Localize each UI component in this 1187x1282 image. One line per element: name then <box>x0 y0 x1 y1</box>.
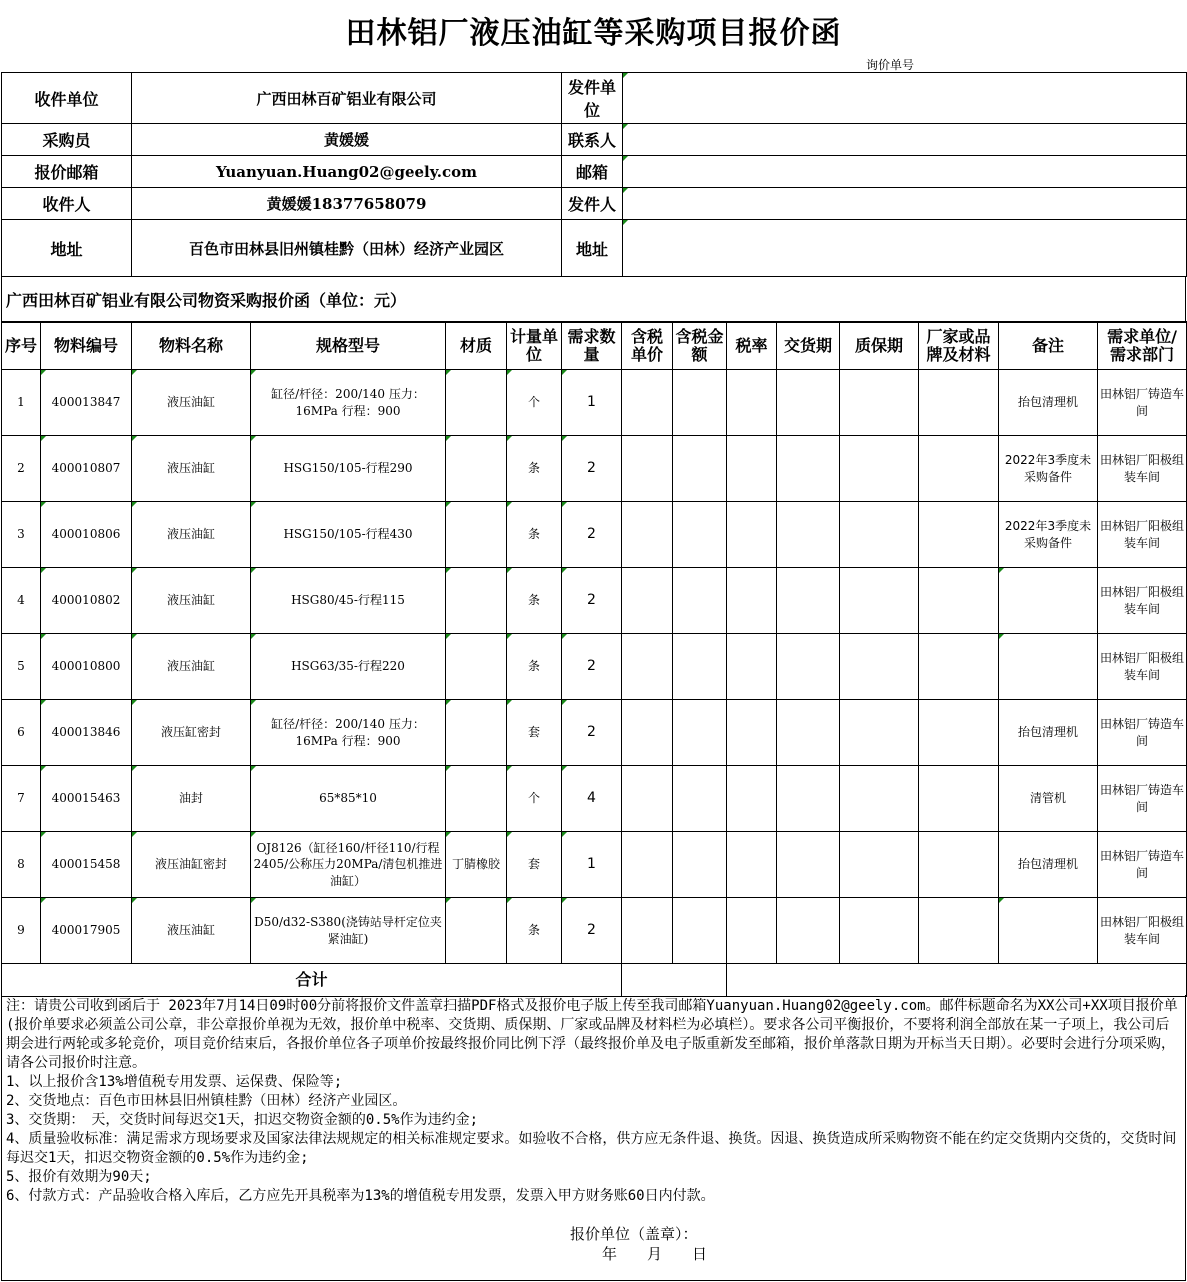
subtitle-table <box>1 276 1186 323</box>
cell-amount[interactable] <box>673 832 727 898</box>
cell-unit: 个 <box>507 370 562 436</box>
cell-brand[interactable] <box>919 634 999 700</box>
cell-unit: 条 <box>507 568 562 634</box>
cell-delivery[interactable] <box>777 766 840 832</box>
header-unit: 计量单位 <box>507 322 562 370</box>
cell-material-code: 400013846 <box>41 700 132 766</box>
cell-warranty[interactable] <box>840 898 919 964</box>
note-item: 5、报价有效期为90天; <box>6 1169 152 1185</box>
contact-label: 联系人 <box>562 124 623 156</box>
cell-material[interactable] <box>446 700 507 766</box>
cell-amount[interactable] <box>673 436 727 502</box>
cell-material[interactable] <box>446 634 507 700</box>
cell-tax-rate[interactable] <box>727 370 777 436</box>
cell-dept: 田林铝厂阳极组装车间 <box>1098 568 1187 634</box>
cell-remark: 抬包清理机 <box>999 832 1098 898</box>
cell-warranty[interactable] <box>840 370 919 436</box>
signature-block <box>570 1224 707 1264</box>
cell-unit-price[interactable] <box>622 436 673 502</box>
header-tax-rate: 税率 <box>727 322 777 370</box>
cell-material-name: 油封 <box>132 766 251 832</box>
cell-remark: 清管机 <box>999 766 1098 832</box>
cell-remark <box>999 568 1098 634</box>
cell-seq: 1 <box>2 370 41 436</box>
sender-address-label: 地址 <box>562 220 623 277</box>
cell-material[interactable] <box>446 766 507 832</box>
cell-unit-price[interactable] <box>622 700 673 766</box>
cell-delivery[interactable] <box>777 898 840 964</box>
cell-remark <box>999 898 1098 964</box>
cell-unit: 个 <box>507 766 562 832</box>
cell-unit: 套 <box>507 700 562 766</box>
cell-qty: 4 <box>562 766 622 832</box>
cell-spec: OJ8126（缸径160/杆径110/行程2405/公称压力20MPa/清包机推进油缸） <box>251 832 446 898</box>
note-item: 4、质量验收标准：满足需求方现场要求及国家法律法规规定的相关标准规定要求。如验收不合格，供方应无条件退、换货。因退、换货造成所采购物资不能在约定交货期内交货的，交货时间每迟交1天，扣迟交物资金额的0.5%作为违约金; <box>6 1131 1177 1166</box>
cell-material-name: 液压油缸 <box>132 436 251 502</box>
header-material-name: 物料名称 <box>132 322 251 370</box>
cell-seq: 7 <box>2 766 41 832</box>
cell-qty: 1 <box>562 370 622 436</box>
buyer: 黄媛媛 <box>132 124 562 156</box>
note-item: 1、以上报价含13%增值税专用发票、运保费、保险等; <box>6 1074 343 1090</box>
cell-qty: 2 <box>562 634 622 700</box>
header-warranty: 质保期 <box>840 322 919 370</box>
cell-material[interactable] <box>446 898 507 964</box>
cell-dept: 田林铝厂铸造车间 <box>1098 370 1187 436</box>
cell-spec: HSG63/35-行程220 <box>251 634 446 700</box>
email-label: 报价邮箱 <box>2 156 132 188</box>
cell-material-code: 400010806 <box>41 502 132 568</box>
cell-spec: 缸径/杆径：200/140 压力：16MPa 行程：900 <box>251 700 446 766</box>
cell-seq: 9 <box>2 898 41 964</box>
sender-unit-field[interactable] <box>623 73 1187 124</box>
cell-seq: 5 <box>2 634 41 700</box>
total-row <box>2 964 1187 997</box>
sender-unit-label: 发件单位 <box>562 73 623 124</box>
cell-warranty[interactable] <box>840 700 919 766</box>
total-amount[interactable] <box>622 964 727 997</box>
cell-amount[interactable] <box>673 370 727 436</box>
cell-qty: 2 <box>562 568 622 634</box>
cell-tax-rate[interactable] <box>727 766 777 832</box>
note-intro: 注：请贵公司收到函后于 2023年7月14日09时00分前将报价文件盖章扫描PDF格式及报价电子版上传至我司邮箱Yuanyuan.Huang02@geely.com。邮件标题命名为XX公司+XX项目报价单(报价单要求必须盖公司公章，非公章报价单视为无效，报价单中税率、交货期、质保期、厂家或品牌及材料栏为必填栏）。要求各公司平衡报价，不要将利润全部放在某一子项上，我公司后期会进行两轮或多轮竞价，项目竞价结束后，各报价单位各子项单价按最终报价同比例下浮（最终报价单及电子版重新发至邮箱，报价单落款日期为开标当天日期）。必要时会进行分项采购，请各公司报价时注意。 <box>6 998 1178 1071</box>
cell-unit-price[interactable] <box>622 502 673 568</box>
email: Yuanyuan.Huang02@geely.com <box>132 156 562 188</box>
cell-brand[interactable] <box>919 502 999 568</box>
cell-delivery[interactable] <box>777 370 840 436</box>
header-seq: 序号 <box>2 322 41 370</box>
cell-brand[interactable] <box>919 568 999 634</box>
note-item: 3、交货期： 天，交货时间每迟交1天，扣迟交物资金额的0.5%作为违约金; <box>6 1112 478 1128</box>
cell-brand[interactable] <box>919 370 999 436</box>
cell-unit: 套 <box>507 832 562 898</box>
recipient: 黄媛媛18377658079 <box>132 188 562 220</box>
cell-spec: 65*85*10 <box>251 766 446 832</box>
receiver-unit-label: 收件单位 <box>2 73 132 124</box>
cell-spec: HSG80/45-行程115 <box>251 568 446 634</box>
table-row <box>2 502 1187 568</box>
cell-delivery[interactable] <box>777 436 840 502</box>
cell-warranty[interactable] <box>840 502 919 568</box>
cell-delivery[interactable] <box>777 502 840 568</box>
cell-tax-rate[interactable] <box>727 436 777 502</box>
cell-material-code: 400010800 <box>41 634 132 700</box>
table-row <box>2 700 1187 766</box>
cell-amount[interactable] <box>673 634 727 700</box>
header-delivery: 交货期 <box>777 322 840 370</box>
sender-field[interactable] <box>623 188 1187 220</box>
cell-amount[interactable] <box>673 700 727 766</box>
cell-amount[interactable] <box>673 898 727 964</box>
cell-remark: 2022年3季度未采购备件 <box>999 436 1098 502</box>
cell-qty: 2 <box>562 436 622 502</box>
cell-brand[interactable] <box>919 436 999 502</box>
cell-delivery[interactable] <box>777 568 840 634</box>
cell-material[interactable]: 丁腈橡胶 <box>446 832 507 898</box>
cell-brand[interactable] <box>919 832 999 898</box>
page-title: 田林铝厂液压油缸等采购项目报价函 <box>345 16 842 51</box>
cell-material-name: 液压油缸 <box>132 502 251 568</box>
subtitle: 广西田林百矿铝业有限公司物资采购报价函（单位：元） <box>2 277 1186 323</box>
mailbox-field[interactable] <box>623 156 1187 188</box>
table-row <box>2 436 1187 502</box>
cell-delivery[interactable] <box>777 832 840 898</box>
receiver-unit: 广西田林百矿铝业有限公司 <box>132 73 562 124</box>
cell-unit-price[interactable] <box>622 898 673 964</box>
header-amount: 含税金额 <box>673 322 727 370</box>
cell-material-code: 400013847 <box>41 370 132 436</box>
cell-brand[interactable] <box>919 766 999 832</box>
cell-qty: 2 <box>562 700 622 766</box>
cell-tax-rate[interactable] <box>727 898 777 964</box>
cell-tax-rate[interactable] <box>727 700 777 766</box>
cell-brand[interactable] <box>919 898 999 964</box>
address-label: 地址 <box>2 220 132 277</box>
cell-material[interactable] <box>446 436 507 502</box>
quote-unit-stamp: 报价单位（盖章）： <box>570 1225 698 1243</box>
cell-warranty[interactable] <box>840 634 919 700</box>
sender-address-field[interactable] <box>623 220 1187 277</box>
cell-material[interactable] <box>446 502 507 568</box>
cell-dept: 田林铝厂铸造车间 <box>1098 832 1187 898</box>
cell-remark: 2022年3季度未采购备件 <box>999 502 1098 568</box>
cell-dept: 田林铝厂阳极组装车间 <box>1098 502 1187 568</box>
cell-seq: 4 <box>2 568 41 634</box>
cell-tax-rate[interactable] <box>727 832 777 898</box>
cell-material-code: 400015463 <box>41 766 132 832</box>
quote-date: 年 月 日 <box>602 1245 708 1263</box>
cell-seq: 3 <box>2 502 41 568</box>
header-remark: 备注 <box>999 322 1098 370</box>
cell-material-name: 液压油缸 <box>132 634 251 700</box>
cell-material-name: 液压油缸密封 <box>132 832 251 898</box>
sender-label: 发件人 <box>562 188 623 220</box>
table-row <box>2 766 1187 832</box>
cell-delivery[interactable] <box>777 634 840 700</box>
cell-unit: 条 <box>507 634 562 700</box>
cell-material-code: 400017905 <box>41 898 132 964</box>
cell-warranty[interactable] <box>840 766 919 832</box>
cell-remark <box>999 634 1098 700</box>
cell-warranty[interactable] <box>840 568 919 634</box>
cell-spec: HSG150/105-行程430 <box>251 502 446 568</box>
cell-material-code: 400010802 <box>41 568 132 634</box>
cell-qty: 2 <box>562 502 622 568</box>
cell-warranty[interactable] <box>840 436 919 502</box>
cell-seq: 2 <box>2 436 41 502</box>
total-blank <box>727 964 1187 997</box>
cell-dept: 田林铝厂阳极组装车间 <box>1098 898 1187 964</box>
header-brand: 厂家或品牌及材料 <box>919 322 999 370</box>
cell-remark: 抬包清理机 <box>999 700 1098 766</box>
cell-tax-rate[interactable] <box>727 568 777 634</box>
cell-dept: 田林铝厂阳极组装车间 <box>1098 634 1187 700</box>
header-dept: 需求单位/需求部门 <box>1098 322 1187 370</box>
header-qty: 需求数量 <box>562 322 622 370</box>
cell-remark: 抬包清理机 <box>999 370 1098 436</box>
buyer-label: 采购员 <box>2 124 132 156</box>
cell-dept: 田林铝厂铸造车间 <box>1098 700 1187 766</box>
header-row <box>2 322 1187 370</box>
cell-material-code: 400015458 <box>41 832 132 898</box>
note-item: 6、付款方式：产品验收合格入库后，乙方应先开具税率为13%的增值税专用发票，发票入甲方财务账60日内付款。 <box>6 1188 715 1204</box>
cell-tax-rate[interactable] <box>727 502 777 568</box>
cell-material-name: 液压油缸 <box>132 370 251 436</box>
cell-qty: 1 <box>562 832 622 898</box>
note-item: 2、交货地点：百色市田林县旧州镇桂黔（田林）经济产业园区。 <box>6 1093 407 1109</box>
cell-dept: 田林铝厂铸造车间 <box>1098 766 1187 832</box>
cell-unit-price[interactable] <box>622 832 673 898</box>
cell-unit-price[interactable] <box>622 634 673 700</box>
cell-unit: 条 <box>507 502 562 568</box>
cell-material-name: 液压缸密封 <box>132 700 251 766</box>
inquiry-number-label: 询价单号 <box>866 58 915 72</box>
table-row <box>2 832 1187 898</box>
table-row <box>2 370 1187 436</box>
cell-warranty[interactable] <box>840 832 919 898</box>
table-row <box>2 898 1187 964</box>
cell-amount[interactable] <box>673 766 727 832</box>
header-spec: 规格型号 <box>251 322 446 370</box>
header-material: 材质 <box>446 322 507 370</box>
cell-unit: 条 <box>507 898 562 964</box>
cell-material-name: 液压油缸 <box>132 898 251 964</box>
cell-spec: 缸径/杆径：200/140 压力：16MPa 行程：900 <box>251 370 446 436</box>
cell-qty: 2 <box>562 898 622 964</box>
info-table <box>1 72 1187 277</box>
cell-seq: 6 <box>2 700 41 766</box>
contact-field[interactable] <box>623 124 1187 156</box>
recipient-label: 收件人 <box>2 188 132 220</box>
header-unit-price: 含税单价 <box>622 322 673 370</box>
cell-seq: 8 <box>2 832 41 898</box>
cell-brand[interactable] <box>919 700 999 766</box>
cell-material-code: 400010807 <box>41 436 132 502</box>
cell-material-name: 液压油缸 <box>132 568 251 634</box>
cell-material[interactable] <box>446 568 507 634</box>
items-table <box>1 321 1187 997</box>
cell-material[interactable] <box>446 370 507 436</box>
cell-spec: D50/d32-S380(浇铸站导杆定位夹紧油缸) <box>251 898 446 964</box>
cell-unit-price[interactable] <box>622 370 673 436</box>
cell-unit-price[interactable] <box>622 766 673 832</box>
total-label: 合计 <box>2 964 622 997</box>
cell-spec: HSG150/105-行程290 <box>251 436 446 502</box>
cell-tax-rate[interactable] <box>727 634 777 700</box>
cell-amount[interactable] <box>673 568 727 634</box>
cell-dept: 田林铝厂阳极组装车间 <box>1098 436 1187 502</box>
table-row <box>2 568 1187 634</box>
mailbox-label: 邮箱 <box>562 156 623 188</box>
cell-delivery[interactable] <box>777 700 840 766</box>
header-material-code: 物料编号 <box>41 322 132 370</box>
cell-amount[interactable] <box>673 502 727 568</box>
cell-unit-price[interactable] <box>622 568 673 634</box>
address: 百色市田林县旧州镇桂黔（田林）经济产业园区 <box>132 220 562 277</box>
cell-unit: 条 <box>507 436 562 502</box>
table-row <box>2 634 1187 700</box>
